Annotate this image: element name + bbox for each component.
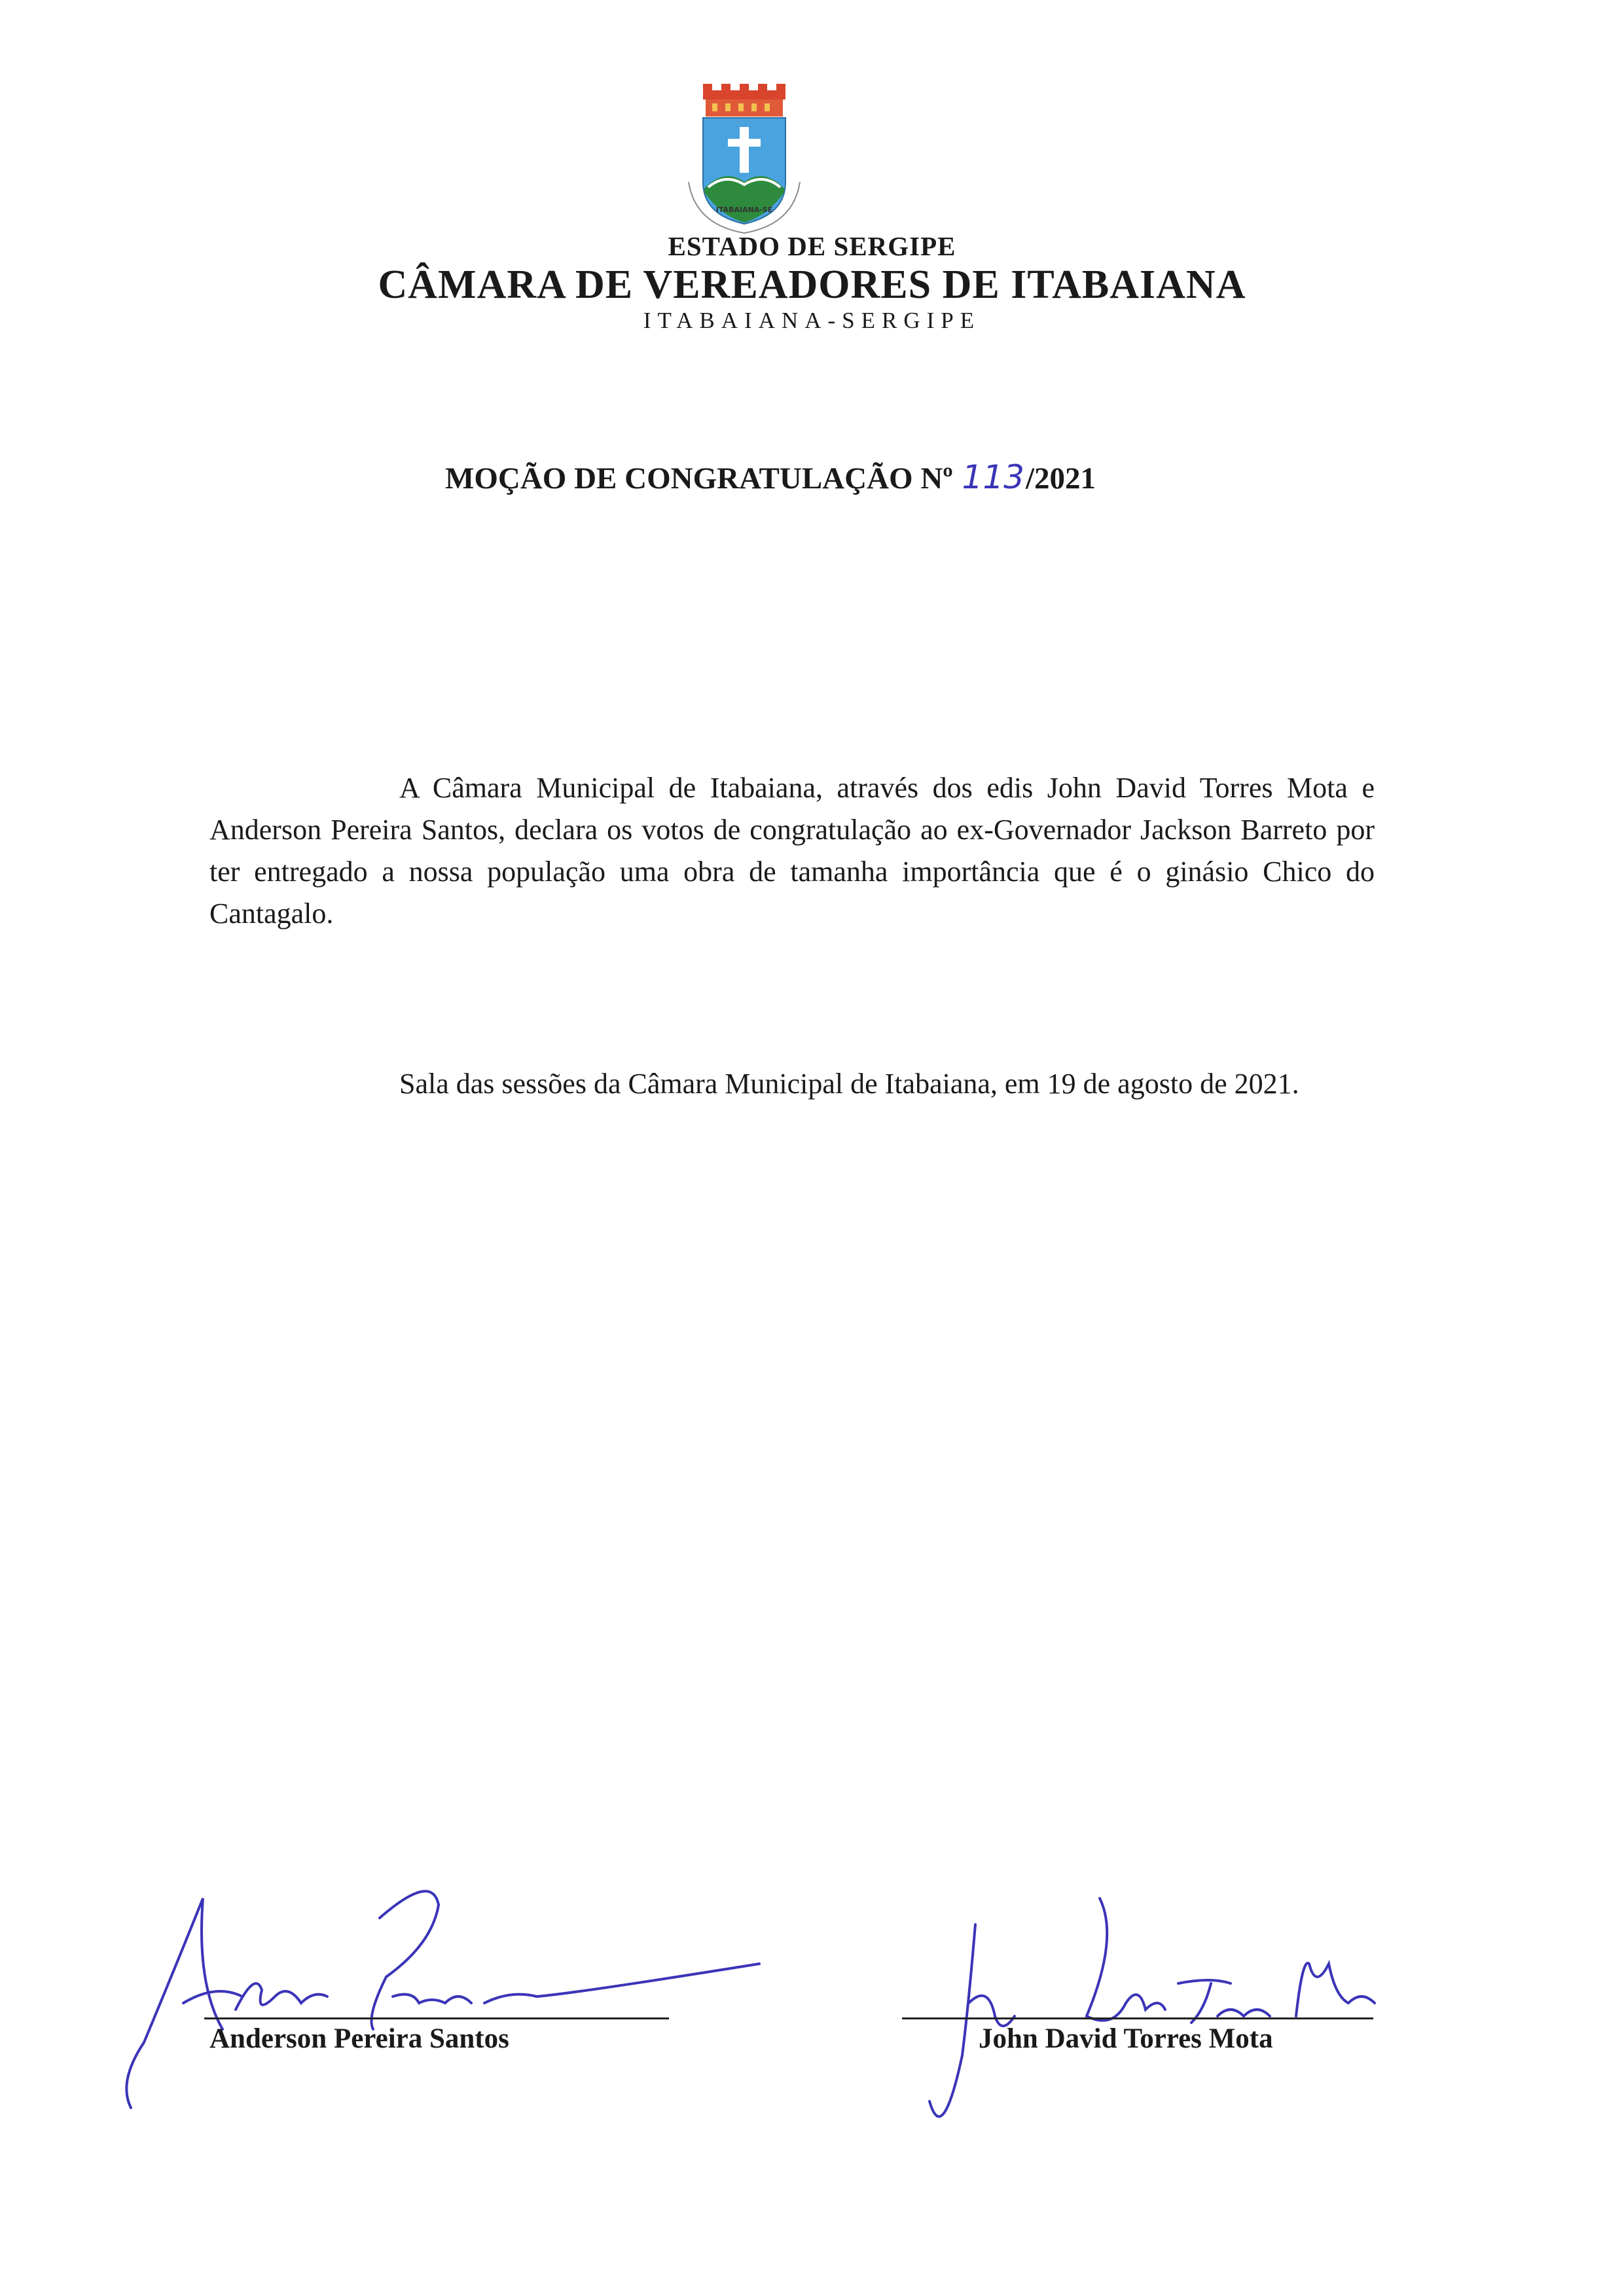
title-prefix: MOÇÃO DE CONGRATULAÇÃO Nº (445, 461, 953, 496)
body-paragraph-motion: A Câmara Municipal de Itabaiana, através dos edis John David Torres Mota e Anderson Pereira Santos, declara os votos de congratulação ao ex-Governador Jackson Barreto por ter entregado a nossa população uma obra de tamanha importância que é o ginásio Chico do Cantagalo. (209, 772, 1375, 930)
city-subheading: ITABAIANA-SERGIPE (643, 308, 981, 333)
municipal-crest-icon (662, 84, 826, 247)
chamber-heading: CÂMARA DE VEREADORES DE ITABAIANA (378, 262, 1246, 307)
signature-line-anderson (204, 2017, 669, 2019)
body-paragraph-date: Sala das sessões da Câmara Municipal de Itabaiana, em 19 de agosto de 2021. (399, 1068, 1299, 1100)
signature-anderson-icon (105, 1833, 766, 2127)
handwritten-motion-number: 113 (962, 458, 1024, 496)
signatory-name-anderson: Anderson Pereira Santos (209, 2023, 509, 2054)
title-year: /2021 (1025, 461, 1096, 496)
document-title (445, 458, 1096, 496)
signatory-name-john: John David Torres Mota (979, 2023, 1273, 2054)
state-heading: ESTADO DE SERGIPE (668, 231, 956, 261)
signature-line-john (902, 2017, 1373, 2019)
crest-label: ITABAIANA-SE (715, 206, 773, 214)
